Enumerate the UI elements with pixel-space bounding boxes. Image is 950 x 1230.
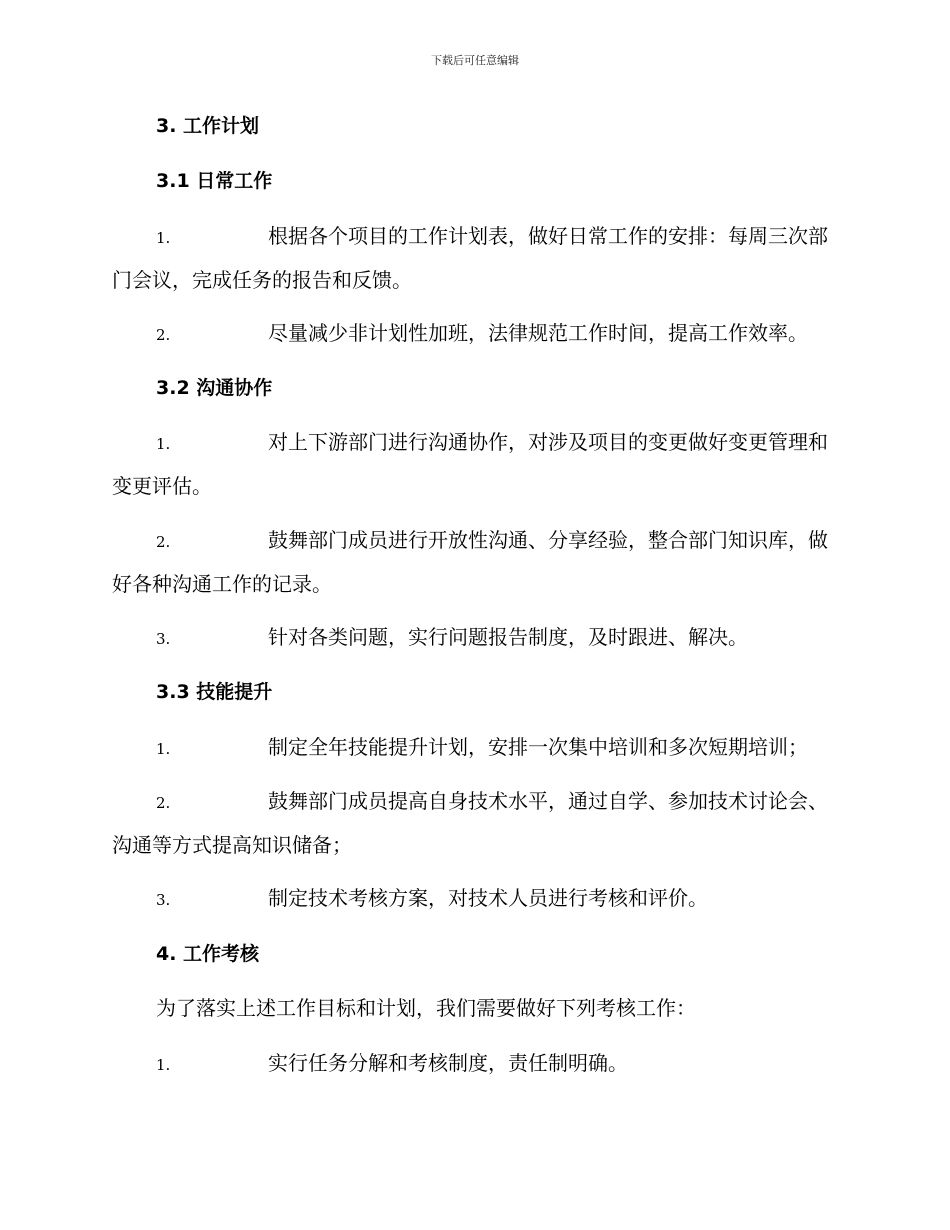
list-item xyxy=(112,735,836,761)
heading-communication: 3.2 沟通协作 xyxy=(156,377,273,399)
list-item-number: 2. xyxy=(156,794,171,812)
list-item-number: 3. xyxy=(156,891,171,909)
list-item-number: 1. xyxy=(156,740,171,758)
list-item-text: 对上下游部门进行沟通协作，对涉及项目的变更做好变更管理和变更评估。 xyxy=(112,430,828,498)
list-item-number: 1. xyxy=(156,229,171,247)
list-item-text: 鼓舞部门成员提高自身技术水平，通过自学、参加技术讨论会、沟通等方式提高知识储备； xyxy=(112,789,828,857)
list-item-text: 制定全年技能提升计划，安排一次集中培训和多次短期培训； xyxy=(268,735,808,759)
list-item xyxy=(112,780,836,866)
list-item xyxy=(112,625,836,651)
list-item-number: 3. xyxy=(156,630,171,648)
section-intro: 为了落实上述工作目标和计划，我们需要做好下列考核工作： xyxy=(156,996,696,1020)
heading-work-plan: 3. 工作计划 xyxy=(156,115,260,137)
list-item-text: 制定技术考核方案，对技术人员进行考核和评价。 xyxy=(268,886,708,910)
list-item-text: 针对各类问题，实行问题报告制度，及时跟进、解决。 xyxy=(268,625,748,649)
list-item xyxy=(112,421,836,507)
list-item xyxy=(112,215,836,301)
list-item-number: 2. xyxy=(156,326,171,344)
heading-daily-work: 3.1 日常工作 xyxy=(156,170,273,192)
list-item xyxy=(112,1051,836,1077)
list-item xyxy=(112,321,836,347)
list-item xyxy=(112,886,836,912)
list-item-number: 2. xyxy=(156,533,171,551)
list-item-text: 尽量减少非计划性加班，法律规范工作时间，提高工作效率。 xyxy=(268,321,808,345)
heading-skill-improvement: 3.3 技能提升 xyxy=(156,681,273,703)
list-item-text: 鼓舞部门成员进行开放性沟通、分享经验，整合部门知识库，做好各种沟通工作的记录。 xyxy=(112,528,828,596)
list-item-number: 1. xyxy=(156,1056,171,1074)
list-item-number: 1. xyxy=(156,435,171,453)
page-header: 下载后可任意编辑 xyxy=(431,54,519,67)
list-item-text: 实行任务分解和考核制度，责任制明确。 xyxy=(268,1051,628,1075)
list-item xyxy=(112,519,836,605)
list-item-text: 根据各个项目的工作计划表，做好日常工作的安排：每周三次部门会议，完成任务的报告和反馈。 xyxy=(112,224,828,292)
heading-work-assessment: 4. 工作考核 xyxy=(156,943,260,965)
